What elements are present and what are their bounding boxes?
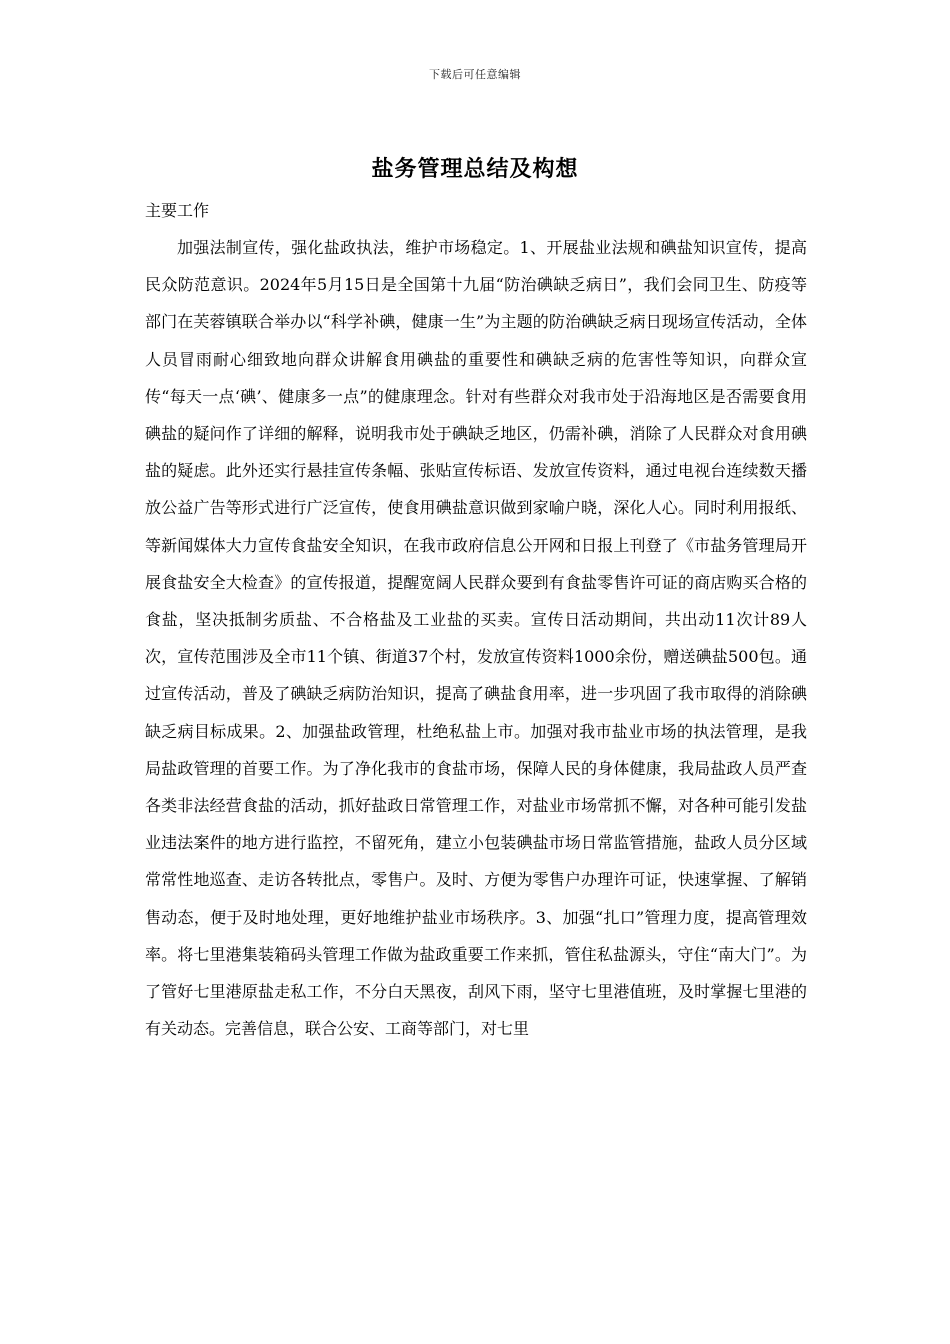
document-title: 盐务管理总结及构想 bbox=[371, 156, 579, 182]
body-paragraph: 加强法制宣传，强化盐政执法，维护市场稳定。1、开展盐业法规和碘盐知识宣传，提高民众防范意识。2024年5月15日是全国第十九届“防治碘缺乏病日”，我们会同卫生、防疫等部门在芙蓉镇联合举办以“科学补碘，健康一生”为主题的防治碘缺乏病日现场宣传活动，全体人员冒雨耐心细致地向群众讲解食用碘盐的重要性和碘缺乏病的危害性等知识，向群众宣传“每天一点‘碘’、健康多一点”的健康理念。针对有些群众对我市处于沿海地区是否需要食用碘盐的疑问作了详细的解释，说明我市处于碘缺乏地区，仍需补碘，消除了人民群众对食用碘盐的疑虑。此外还实行悬挂宣传条幅、张贴宣传标语、发放宣传资料，通过电视台连续数天播放公益广告等形式进行广泛宣传，使食用碘盐意识做到家喻户晓，深化人心。同时利用报纸、等新闻媒体大力宣传食盐安全知识，在我市政府信息公开网和日报上刊登了《市盐务管理局开展食盐安全大检查》的宣传报道，提醒宽阔人民群众要到有食盐零售许可证的商店购买合格的食盐，坚决抵制劣质盐、不合格盐及工业盐的买卖。宣传日活动期间，共出动11次计89人次，宣传范围涉及全市11个镇、街道37个村，发放宣传资料1000余份，赠送碘盐500包。通过宣传活动，普及了碘缺乏病防治知识，提高了碘盐食用率，进一步巩固了我市取得的消除碘缺乏病目标成果。2、加强盐政管理，杜绝私盐上市。加强对我市盐业市场的执法管理，是我局盐政管理的首要工作。为了净化我市的食盐市场，保障人民的身体健康，我局盐政人员严查各类非法经营食盐的活动，抓好盐政日常管理工作，对盐业市场常抓不懈，对各种可能引发盐业违法案件的地方进行监控，不留死角，建立小包装碘盐市场日常监管措施，盐政人员分区域常常性地巡查、走访各转批点，零售户。及时、方便为零售户办理许可证，快速掌握、了解销售动态，便于及时地处理，更好地维护盐业市场秩序。3、加强“扎口”管理力度，提高管理效率。将七里港集装箱码头管理工作做为盐政重要工作来抓，管住私盐源头，守住“南大门”。为了管好七里港原盐走私工作，不分白天黑夜，刮风下雨，坚守七里港值班，及时掌握七里港的有关动态。完善信息，联合公安、工商等部门，对七里 bbox=[145, 238, 807, 1039]
section-heading: 主要工作 bbox=[145, 201, 210, 220]
header-note: 下载后可任意编辑 bbox=[429, 68, 521, 81]
